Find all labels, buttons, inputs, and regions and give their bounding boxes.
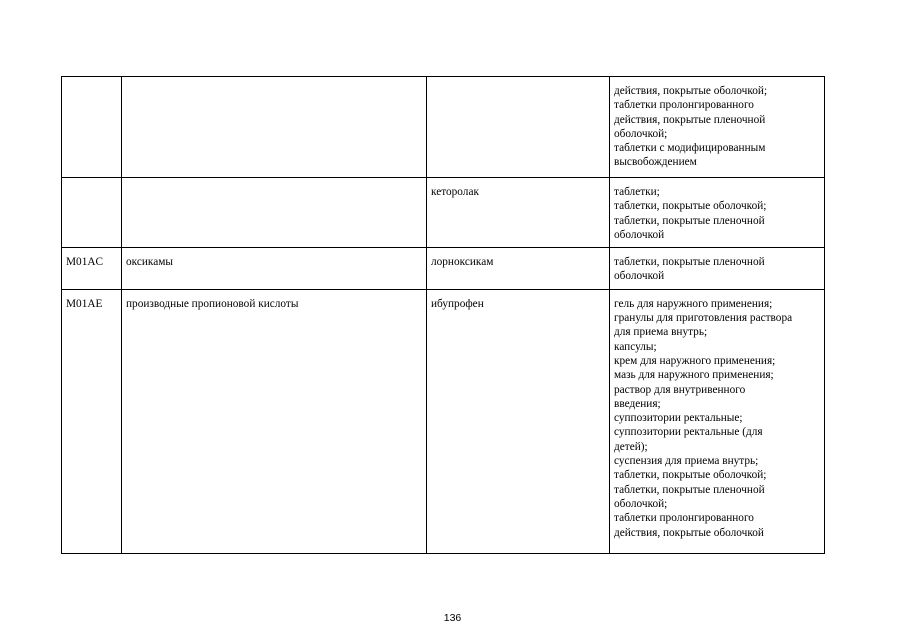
dosage-form-cell	[610, 289, 825, 553]
dosage-form-line: таблетки пролонгированного	[614, 512, 754, 525]
page-number: 136	[443, 612, 462, 624]
atc-code-cell: M01AC	[62, 248, 122, 290]
dosage-form-line: мазь для наружного применения;	[614, 369, 774, 382]
dosage-form-line: введения;	[614, 397, 661, 410]
dosage-form-line: высвобождением	[614, 156, 697, 169]
dosage-form-cell	[610, 77, 825, 178]
dosage-form-line: суппозитории ректальные (для	[614, 426, 763, 439]
dosage-form-line: таблетки пролонгированного	[614, 99, 754, 112]
dosage-form-line: для приема внутрь;	[614, 326, 708, 339]
dosage-form-line: таблетки, покрытые оболочкой;	[614, 469, 767, 482]
drug-table	[61, 76, 825, 554]
atc-code-cell: M01AE	[62, 289, 122, 553]
dosage-form-line: оболочкой;	[614, 127, 668, 140]
drug-cell: кеторолак	[427, 178, 610, 248]
group-cell	[122, 178, 427, 248]
dosage-form-line: крем для наружного применения;	[614, 354, 776, 367]
dosage-form-line: таблетки, покрытые пленочной	[614, 214, 765, 227]
dosage-form-line: оболочкой;	[614, 497, 668, 510]
drug-cell: лорноксикам	[427, 248, 610, 290]
dosage-form-line: раствор для внутривенного	[614, 383, 746, 396]
dosage-form-line: гель для наружного применения;	[614, 297, 773, 310]
dosage-form-line: детей);	[614, 440, 648, 453]
dosage-form-line: оболочкой	[614, 270, 665, 283]
group-cell: оксикамы	[122, 248, 427, 290]
atc-code-cell	[62, 77, 122, 178]
dosage-form-line: таблетки с модифицированным	[614, 142, 766, 155]
atc-code-cell	[62, 178, 122, 248]
table-row	[62, 289, 825, 553]
dosage-form-cell	[610, 248, 825, 290]
dosage-form-line: таблетки, покрытые пленочной	[614, 256, 765, 269]
group-cell: производные пропионовой кислоты	[122, 289, 427, 553]
dosage-form-line: таблетки;	[614, 186, 660, 198]
dosage-form-line: действия, покрытые пленочной	[614, 113, 766, 126]
table-row	[62, 77, 825, 178]
dosage-form-line: суспензия для приема внутрь;	[614, 455, 759, 468]
table-row	[62, 178, 825, 248]
dosage-form-line: капсулы;	[614, 340, 657, 353]
dosage-form-line: гранулы для приготовления раствора	[614, 312, 793, 325]
dosage-form-line: оболочкой	[614, 228, 665, 241]
table-row	[62, 248, 825, 290]
dosage-form-line: таблетки, покрытые пленочной	[614, 483, 765, 496]
drug-cell: ибупрофен	[427, 289, 610, 553]
dosage-form-line: таблетки, покрытые оболочкой;	[614, 200, 767, 213]
drug-cell	[427, 77, 610, 178]
dosage-form-line: суппозитории ректальные;	[614, 412, 743, 425]
dosage-form-line: действия, покрытые оболочкой;	[614, 85, 768, 97]
dosage-form-line: действия, покрытые оболочкой	[614, 526, 764, 539]
group-cell	[122, 77, 427, 178]
dosage-form-cell	[610, 178, 825, 248]
